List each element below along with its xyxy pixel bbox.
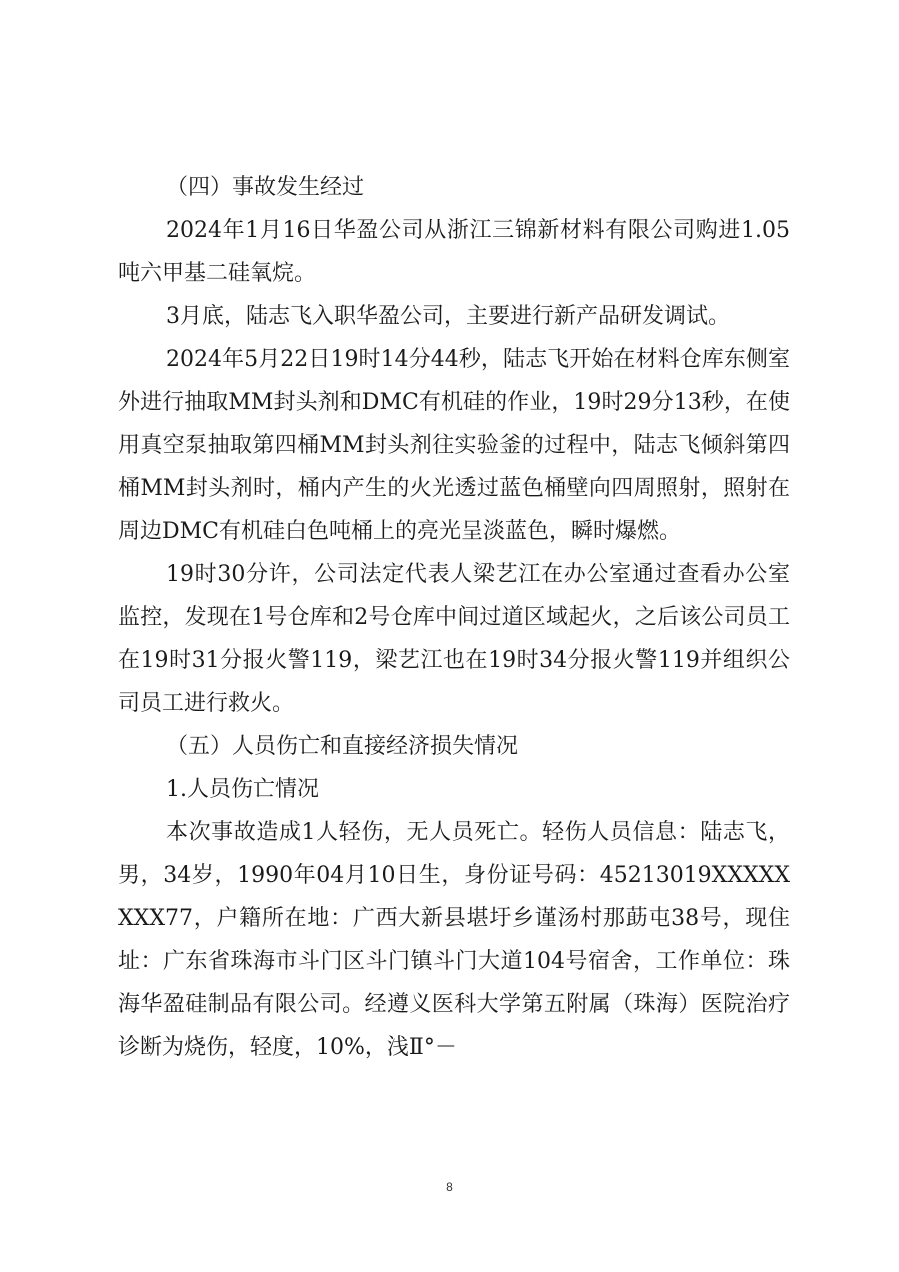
paragraph-response: 19时30分许，公司法定代表人梁艺江在办公室通过查看办公室监控，发现在1号仓库和2号仓库中间过道区域起火，之后该公司员工在19时31分报火警119，梁艺江也在19时34分报火警119并组织公司员工进行救火。 [118,562,790,716]
page-number: 8 [446,1180,453,1194]
document-body [118,166,790,1069]
paragraph-casualties: 本次事故造成1人轻伤，无人员死亡。轻伤人员信息：陆志飞，男，34岁，1990年04月10日生，身份证号码：45213019XXXXXXXX77，户籍所在地：广西大新县堪圩乡谨汤村那莇屯38号，现住址：广东省珠海市斗门区斗门镇斗门大道104号宿舍，工作单位：珠海华盈硅制品有限公司。经遵义医科大学第五附属（珠海）医院治疗诊断为烧伤，轻度，10%，浅Ⅱ°－ [118,820,790,1060]
subsection-heading-casualties: 1.人员伤亡情况 [166,777,319,802]
section-heading-4: （四）事故发生经过 [166,175,365,200]
paragraph-purchase: 2024年1月16日华盈公司从浙江三锦新材料有限公司购进1.05吨六甲基二硅氧烷。 [118,218,790,286]
paragraph-hiring: 3月底，陆志飞入职华盈公司，主要进行新产品研发调试。 [166,304,730,329]
paragraph-incident: 2024年5月22日19时14分44秒，陆志飞开始在材料仓库东侧室外进行抽取MM封头剂和DMC有机硅的作业，19时29分13秒，在使用真空泵抽取第四桶MM封头剂往实验釜的过程中，陆志飞倾斜第四桶MM封头剂时，桶内产生的火光透过蓝色桶壁向四周照射，照射在周边DMC有机硅白色吨桶上的亮光呈淡蓝色，瞬时爆燃。 [118,347,790,544]
section-heading-5: （五）人员伤亡和直接经济损失情况 [166,734,519,759]
